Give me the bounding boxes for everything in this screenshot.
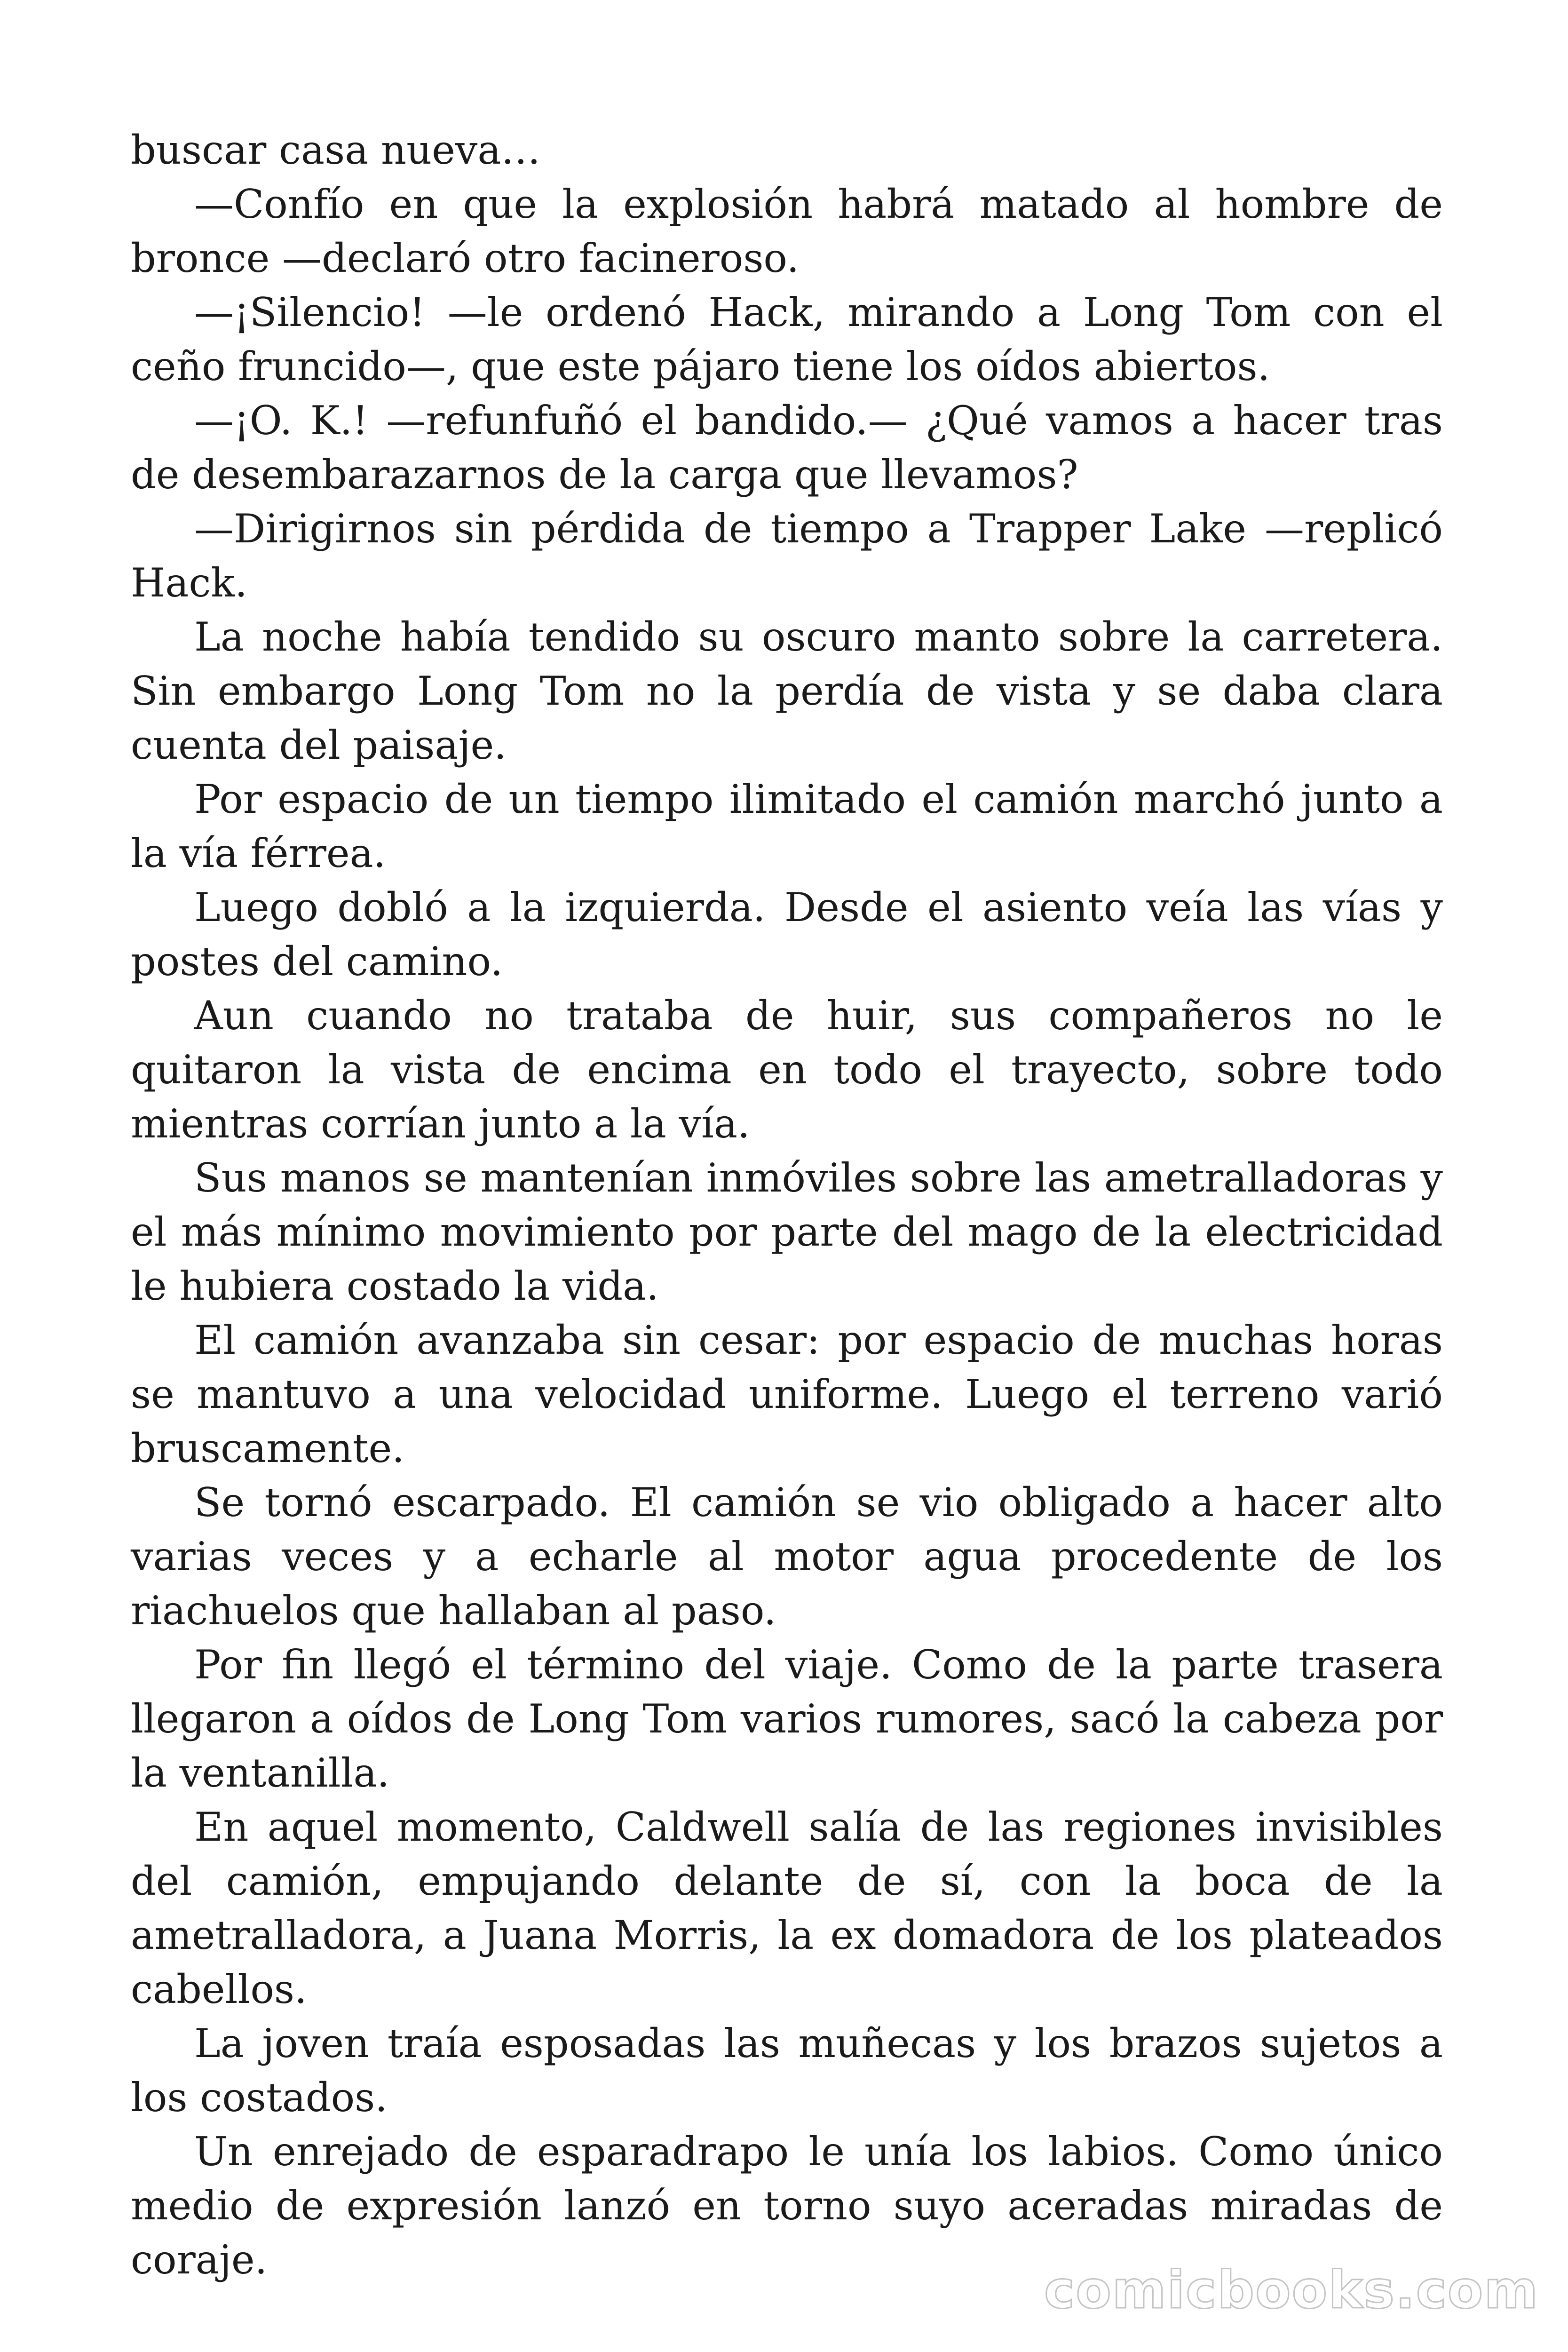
paragraph: —¡Silencio! —le ordenó Hack, mirando a Long Tom con el ceño fruncido—, que este pájaro tiene los oídos abiertos. xyxy=(131,289,1443,389)
paragraph: En aquel momento, Caldwell salía de las regiones invisibles del camión, empujando delante de sí, con la boca de la ametralladora, a Juana Morris, la ex domadora de los plateados cabellos. xyxy=(131,1804,1443,2012)
paragraph: Sus manos se mantenían inmóviles sobre las ametralladoras y el más mínimo movimiento por parte del mago de la electricidad le hubiera costado la vida. xyxy=(131,1155,1443,1309)
paragraph: Aun cuando no trataba de huir, sus compañeros no le quitaron la vista de encima en todo el trayecto, sobre todo mientras corrían junto a la vía. xyxy=(131,993,1443,1147)
paragraph: Se tornó escarpado. El camión se vio obligado a hacer alto varias veces y a echarle al motor agua procedente de los riachuelos que hallaban al paso. xyxy=(131,1479,1443,1634)
paragraph: Por espacio de un tiempo ilimitado el camión marchó junto a la vía férrea. xyxy=(131,776,1443,876)
paragraph: La noche había tendido su oscuro manto sobre la carretera. Sin embargo Long Tom no la perdía de vista y se daba clara cuenta del paisaje. xyxy=(131,614,1443,768)
paragraph: —Confío en que la explosión habrá matado al hombre de bronce —declaró otro facineroso. xyxy=(131,181,1443,281)
paragraph: La joven traía esposadas las muñecas y los brazos sujetos a los costados. xyxy=(131,2020,1443,2121)
paragraph: Luego dobló a la izquierda. Desde el asiento veía las vías y postes del camino. xyxy=(131,884,1443,985)
page-body-text xyxy=(131,123,1443,2287)
paragraph: —Dirigirnos sin pérdida de tiempo a Trapper Lake —replicó Hack. xyxy=(131,506,1443,606)
paragraph: buscar casa nueva… xyxy=(131,127,541,173)
paragraph: —¡O. K.! —refunfuñó el bandido.— ¿Qué vamos a hacer tras de desembarazarnos de la carga que llevamos? xyxy=(131,397,1443,498)
paragraph: Por fin llegó el término del viaje. Como de la parte trasera llegaron a oídos de Long Tom varios rumores, sacó la cabeza por la ventanilla. xyxy=(131,1642,1443,1796)
paragraph: Un enrejado de esparadrapo le unía los labios. Como único medio de expresión lanzó en torno suyo aceradas miradas de coraje. xyxy=(131,2129,1443,2283)
paragraph: El camión avanzaba sin cesar: por espacio de muchas horas se mantuvo a una velocidad uniforme. Luego el terreno varió bruscamente. xyxy=(131,1317,1443,1471)
site-watermark: comicbooks.com xyxy=(1044,2260,1539,2320)
